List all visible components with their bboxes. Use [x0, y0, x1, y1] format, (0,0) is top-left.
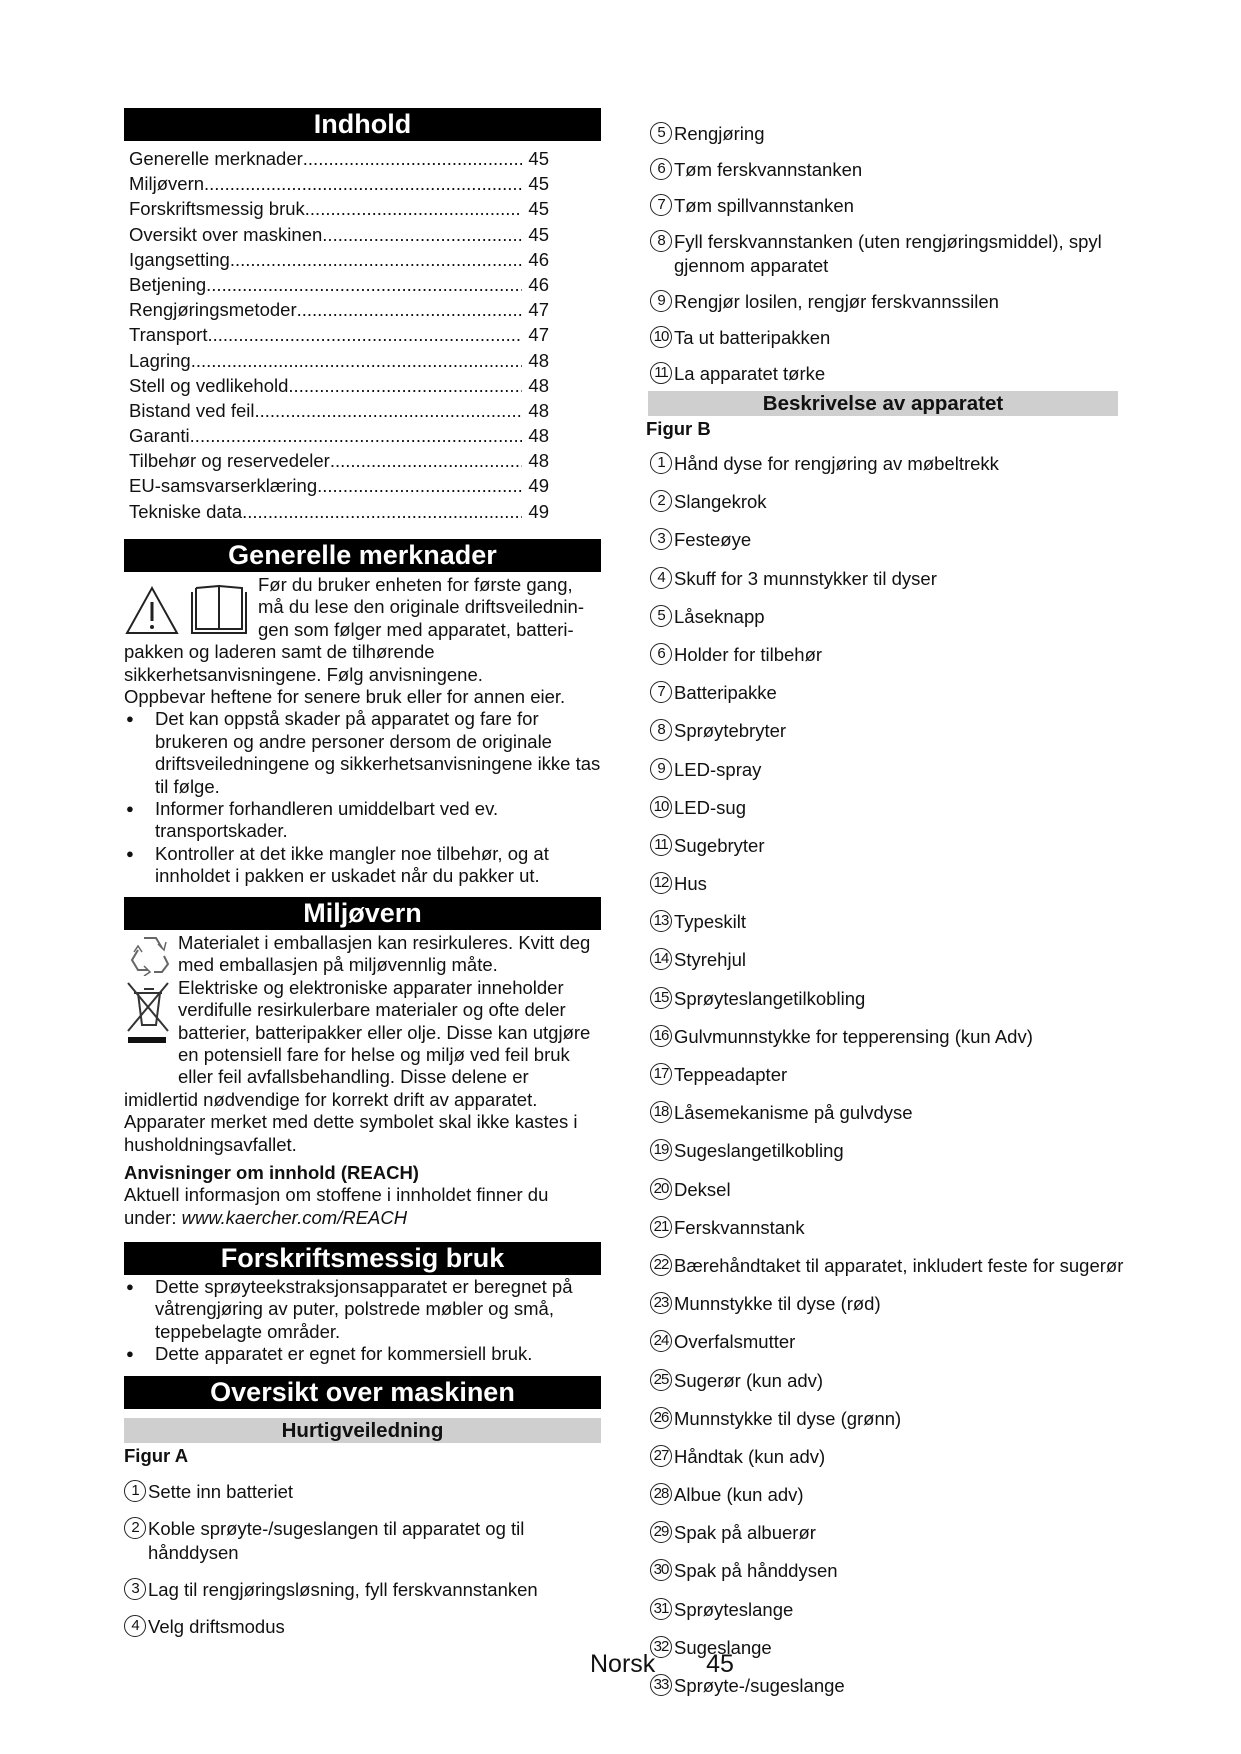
item-text: Spak på hånddysen: [674, 1560, 838, 1582]
list-item: [650, 287, 1130, 314]
list-item: [650, 755, 1130, 782]
toc-entry-page: 48: [528, 425, 549, 447]
item-text: Spak på albuerør: [674, 1522, 816, 1544]
toc-entry-label: Igangsetting: [129, 248, 230, 270]
toc-entry-label: Miljøvern: [129, 173, 205, 195]
list-item: [650, 191, 1130, 218]
item-text: Slangekrok: [674, 491, 767, 513]
bullet-item: [124, 843, 604, 888]
bullet-item: [124, 1276, 604, 1343]
environment-heading: Miljøvern: [124, 897, 601, 930]
reach-link[interactable]: www.kaercher.com/REACH: [181, 1206, 408, 1228]
list-item: [650, 119, 1130, 146]
number-circle-icon: 11: [650, 362, 672, 384]
toc-entry-label: Transport: [129, 324, 208, 346]
list-item: [650, 1175, 1130, 1202]
list-item: [650, 155, 1130, 182]
toc-entry[interactable]: [129, 322, 549, 347]
item-text: Ferskvannstank: [674, 1216, 805, 1238]
toc-entry-page: 46: [528, 248, 549, 270]
number-circle-icon: 17: [650, 1063, 672, 1085]
bullet-text: Det kan oppstå skader på apparatet og fare for brukeren og andre personer dersom de originale driftsveiledningene og sikkerhetsanvisningene ikke tas til følge.: [155, 708, 601, 797]
toc-entry-label: Tekniske data: [129, 500, 243, 522]
number-circle-icon: 2: [124, 1517, 146, 1539]
toc-leader-dots: [254, 398, 522, 423]
toc-entry-label: Forskriftsmessig bruk: [129, 198, 305, 220]
item-text: Hus: [674, 873, 707, 895]
toc-entry-page: 48: [528, 374, 549, 396]
toc-entry-label: Stell og vedlikehold: [129, 374, 289, 396]
number-circle-icon: 27: [650, 1445, 672, 1467]
list-item: [650, 1595, 1130, 1622]
item-text: Sugebryter: [674, 834, 765, 856]
list-item: [650, 793, 1130, 820]
list-item: [650, 1213, 1130, 1240]
number-circle-icon: 10: [650, 326, 672, 348]
number-circle-icon: 11: [650, 834, 672, 856]
toc-leader-dots: [207, 322, 522, 347]
list-item: [650, 831, 1130, 858]
item-text: Sprøyteslange: [674, 1598, 794, 1620]
item-text: Velg driftsmodus: [148, 1616, 285, 1637]
item-text: Tøm ferskvannstanken: [674, 159, 863, 180]
item-text: LED-spray: [674, 758, 762, 780]
bullet-item: [124, 708, 604, 798]
quick-guide-steps-left: [124, 1477, 594, 1649]
list-item: [124, 1612, 594, 1639]
list-item: [650, 640, 1130, 667]
list-item: [650, 869, 1130, 896]
item-text: Tøm spillvannstanken: [674, 195, 854, 216]
number-circle-icon: 18: [650, 1101, 672, 1123]
bullet-icon: ●: [126, 1346, 134, 1362]
item-text: Rengjør losilen, rengjør ferskvannssilen: [674, 291, 999, 312]
list-item: [650, 359, 1130, 386]
number-circle-icon: 14: [650, 948, 672, 970]
number-circle-icon: 28: [650, 1483, 672, 1505]
toc-leader-dots: [288, 373, 522, 398]
list-item: [650, 1518, 1130, 1545]
toc-entry-page: 48: [528, 349, 549, 371]
number-circle-icon: 13: [650, 910, 672, 932]
list-item: [650, 1289, 1130, 1316]
bullet-icon: ●: [126, 845, 134, 861]
number-circle-icon: 24: [650, 1330, 672, 1352]
number-circle-icon: 8: [650, 719, 672, 741]
item-text: Koble sprøyte-/sugeslangen til apparatet og til hånddysen: [148, 1518, 525, 1563]
body-line: Oppbevar heftene for senere bruk eller for annen eier.: [124, 686, 566, 708]
item-text: Bærehåndtaket til apparatet, inkludert feste for sugerør: [674, 1254, 1124, 1276]
item-text: Sugeslange: [674, 1636, 772, 1658]
list-item: [650, 449, 1130, 476]
bullet-item: [124, 1343, 604, 1365]
toc-entry-label: Bistand ved feil: [129, 399, 255, 421]
item-text: Typeskilt: [674, 911, 746, 933]
list-item: [650, 1060, 1130, 1087]
number-circle-icon: 6: [650, 158, 672, 180]
number-circle-icon: 23: [650, 1292, 672, 1314]
list-item: [650, 1366, 1130, 1393]
quick-guide-steps-right: [650, 119, 1130, 395]
number-circle-icon: 25: [650, 1369, 672, 1391]
number-circle-icon: 7: [650, 681, 672, 703]
item-text: Sugeslangetilkobling: [674, 1140, 844, 1162]
intro-line: Før du bruker enheten for første gang,: [258, 574, 573, 595]
toc-entry-page: 49: [528, 500, 549, 522]
item-text: Munnstykke til dyse (grønn): [674, 1407, 902, 1429]
item-text: Sprøyte-/sugeslange: [674, 1675, 845, 1696]
list-item: [650, 678, 1130, 705]
toc-entry-label: EU-samsvarserklæring: [129, 475, 318, 497]
bullet-icon: ●: [126, 1279, 134, 1294]
bullet-text: Dette apparatet er egnet for kommersiell bruk.: [155, 1343, 533, 1365]
item-text: Låsemekanisme på gulvdyse: [674, 1102, 913, 1124]
intended-use-heading: Forskriftsmessig bruk: [124, 1242, 601, 1275]
recycle-text: Materialet i emballasjen kan resirkuleres. Kvitt deg med emballasjen på miljøvennlig måte.: [178, 932, 591, 976]
toc-entry[interactable]: [129, 348, 549, 373]
toc-entry-page: 48: [528, 450, 549, 472]
item-text: Fyll ferskvannstanken (uten rengjøringsmiddel), spyl gjennom apparatet: [674, 231, 1102, 276]
number-circle-icon: 16: [650, 1025, 672, 1047]
number-circle-icon: 7: [650, 194, 672, 216]
bullet-item: [124, 798, 604, 843]
list-item: [650, 1556, 1130, 1583]
reach-text: Aktuell informasjon om stoffene i innholdet finner du under:: [124, 1184, 549, 1228]
toc-entry-label: Rengjøringsmetoder: [129, 299, 297, 321]
item-text: Sprøyteslangetilkobling: [674, 987, 866, 1009]
toc-entry[interactable]: [129, 423, 549, 448]
item-text: LED-sug: [674, 796, 746, 818]
warning-and-manual-icon: [124, 578, 256, 638]
footer-language: Norsk: [590, 1650, 656, 1678]
number-circle-icon: 30: [650, 1559, 672, 1581]
body-line: pakken og laderen samt de tilhørende: [124, 641, 435, 663]
page-footer: [590, 1650, 734, 1679]
toc-leader-dots: [303, 146, 523, 171]
number-circle-icon: 29: [650, 1521, 672, 1543]
item-text: Hånd dyse for rengjøring av møbeltrekk: [674, 453, 999, 474]
weee-bin-icon: [124, 979, 172, 1045]
number-circle-icon: 4: [650, 567, 672, 589]
item-text: Sprøytebryter: [674, 720, 787, 742]
toc-leader-dots: [297, 297, 523, 322]
toc-entry[interactable]: [129, 247, 549, 272]
toc-entry-page: 45: [528, 173, 549, 195]
body-line: sikkerhetsanvisningene. Følg anvisningene.: [124, 663, 483, 685]
page-number: 45: [706, 1650, 734, 1678]
recycle-icon: [124, 932, 176, 976]
number-circle-icon: 4: [124, 1615, 146, 1637]
general-heading: Generelle merknader: [124, 539, 601, 572]
list-item: [650, 907, 1130, 934]
number-circle-icon: 22: [650, 1254, 672, 1276]
toc-entry[interactable]: [129, 222, 549, 247]
number-circle-icon: 1: [124, 1480, 146, 1502]
number-circle-icon: 1: [650, 452, 672, 474]
toc-entry-label: Oversikt over maskinen: [129, 223, 323, 245]
number-circle-icon: 33: [650, 1674, 672, 1696]
number-circle-icon: 8: [650, 230, 672, 252]
item-text: Ta ut batteripakken: [674, 327, 831, 348]
item-text: Albue (kun adv): [674, 1484, 804, 1506]
list-item: [650, 1327, 1130, 1354]
list-item: [650, 1136, 1130, 1163]
toc-entry-label: Garanti: [129, 425, 190, 447]
bullet-text: Kontroller at det ikke mangler noe tilbehør, og at innholdet i pakken er uskadet når du pakker ut.: [155, 842, 549, 887]
bullet-text: Informer forhandleren umiddelbart ved ev. transportskader.: [155, 798, 499, 842]
number-circle-icon: 9: [650, 758, 672, 780]
figure-a-label: Figur A: [124, 1445, 189, 1466]
item-text: Gulvmunnstykke for tepperensing (kun Adv): [674, 1025, 1033, 1047]
item-text: Håndtak (kun adv): [674, 1445, 826, 1467]
item-text: Sette inn batteriet: [148, 1481, 294, 1502]
toc-leader-dots: [191, 348, 523, 373]
list-item: [650, 1480, 1130, 1507]
list-item: [650, 1442, 1130, 1469]
number-circle-icon: 31: [650, 1598, 672, 1620]
toc-entry-page: 48: [528, 399, 549, 421]
list-item: [650, 227, 1130, 278]
number-circle-icon: 32: [650, 1636, 672, 1658]
list-item: [650, 525, 1130, 552]
toc-entry[interactable]: [129, 272, 549, 297]
list-item: [650, 1251, 1130, 1278]
list-item: [124, 1477, 594, 1504]
toc-entry-page: 46: [528, 273, 549, 295]
toc-leader-dots: [206, 272, 522, 297]
list-item: [650, 1404, 1130, 1431]
list-item: [650, 487, 1130, 514]
item-text: Skuff for 3 munnstykker til dyser: [674, 567, 937, 589]
item-text: Festeøye: [674, 529, 752, 551]
list-item: [650, 602, 1130, 629]
number-circle-icon: 2: [650, 490, 672, 512]
toc-leader-dots: [190, 423, 523, 448]
number-circle-icon: 26: [650, 1407, 672, 1429]
quick-guide-heading: Hurtigveiledning: [124, 1418, 601, 1443]
number-circle-icon: 5: [650, 605, 672, 627]
toc-entry-label: Tilbehør og reservedeler: [129, 450, 330, 472]
toc-entry[interactable]: [129, 499, 549, 524]
overview-heading: Oversikt over maskinen: [124, 1376, 601, 1409]
number-circle-icon: 9: [650, 290, 672, 312]
bullet-icon: ●: [126, 801, 134, 817]
number-circle-icon: 20: [650, 1178, 672, 1200]
general-section: [124, 574, 604, 888]
toc-entry-page: 45: [528, 223, 549, 245]
list-item: [124, 1575, 594, 1602]
toc-entry-page: 47: [528, 299, 549, 321]
number-circle-icon: 5: [650, 122, 672, 144]
toc-leader-dots: [204, 171, 522, 196]
item-text: Deksel: [674, 1178, 731, 1200]
item-text: Rengjøring: [674, 123, 765, 144]
parts-list: [650, 449, 1130, 1709]
intro-line: gen som følger med apparatet, batteri-: [258, 618, 574, 640]
bullet-icon: ●: [126, 711, 134, 727]
item-text: Teppeadapter: [674, 1064, 788, 1085]
weee-text: Elektriske og elektroniske apparater inneholder verdifulle resirkulerbare materialer og ofte deler batterier, batteripakker eller olje. Disse kan utgjøre en potensiell fare for helse og miljø ved feil bruk eller feil avfallsbehandling. Disse delene er imidlertid nødvendige for korrekt drift av apparatet. Apparater merket med dette symbolet skal ikke kastes i husholdningsavfallet.: [124, 976, 591, 1155]
bullet-text: Dette sprøyteekstraksjonsapparatet er beregnet på våtrengjøring av puter, polstrede møbler og små, teppebelagte områder.: [155, 1276, 573, 1342]
item-text: La apparatet tørke: [674, 363, 826, 384]
environment-section: [124, 932, 604, 1229]
description-heading: Beskrivelse av apparatet: [648, 391, 1118, 416]
number-circle-icon: 12: [650, 872, 672, 894]
item-text: Munnstykke til dyse (rød): [674, 1293, 881, 1315]
toc-leader-dots: [230, 247, 523, 272]
list-item: [650, 984, 1130, 1011]
reach-heading: Anvisninger om innhold (REACH): [124, 1162, 419, 1184]
figure-b-label: Figur B: [646, 418, 711, 439]
toc-leader-dots: [330, 448, 523, 473]
toc-heading: Indhold: [124, 108, 601, 141]
list-item: [650, 945, 1130, 972]
item-text: Sugerør (kun adv): [674, 1369, 824, 1391]
toc-leader-dots: [317, 473, 522, 498]
item-text: Låseknapp: [674, 605, 765, 627]
toc-entry[interactable]: [129, 473, 549, 498]
toc-entry[interactable]: [129, 297, 549, 322]
number-circle-icon: 19: [650, 1139, 672, 1161]
toc-leader-dots: [322, 222, 522, 247]
item-text: Batteripakke: [674, 682, 777, 704]
intended-use-list: [124, 1276, 604, 1366]
list-item: [650, 716, 1130, 743]
toc-entry[interactable]: [129, 448, 549, 473]
table-of-contents: [129, 146, 549, 524]
number-circle-icon: 10: [650, 796, 672, 818]
toc-entry[interactable]: [129, 146, 549, 171]
toc-entry-page: 45: [528, 148, 549, 169]
number-circle-icon: 3: [124, 1578, 146, 1600]
intro-line: må du lese den originale driftsveilednin-: [258, 596, 584, 618]
number-circle-icon: 6: [650, 643, 672, 665]
list-item: [650, 1022, 1130, 1049]
list-item: [124, 1514, 594, 1565]
toc-entry-page: 49: [528, 475, 549, 497]
toc-entry[interactable]: [129, 398, 549, 423]
toc-entry-label: Generelle merknader: [129, 148, 303, 169]
toc-entry[interactable]: [129, 196, 549, 221]
toc-entry-page: 45: [528, 198, 549, 220]
toc-leader-dots: [305, 196, 523, 221]
list-item: [650, 323, 1130, 350]
number-circle-icon: 21: [650, 1216, 672, 1238]
toc-entry[interactable]: [129, 171, 549, 196]
toc-entry[interactable]: [129, 373, 549, 398]
item-text: Overfalsmutter: [674, 1331, 796, 1353]
toc-leader-dots: [242, 499, 522, 524]
toc-entry-label: Betjening: [129, 273, 207, 295]
toc-entry-page: 47: [528, 324, 549, 346]
toc-entry-label: Lagring: [129, 349, 191, 371]
number-circle-icon: 3: [650, 528, 672, 550]
item-text: Holder for tilbehør: [674, 643, 823, 665]
number-circle-icon: 15: [650, 987, 672, 1009]
item-text: Lag til rengjøringsløsning, fyll ferskvannstanken: [148, 1579, 538, 1600]
item-text: Styrehjul: [674, 949, 746, 971]
list-item: [650, 1098, 1130, 1125]
list-item: [650, 564, 1130, 591]
